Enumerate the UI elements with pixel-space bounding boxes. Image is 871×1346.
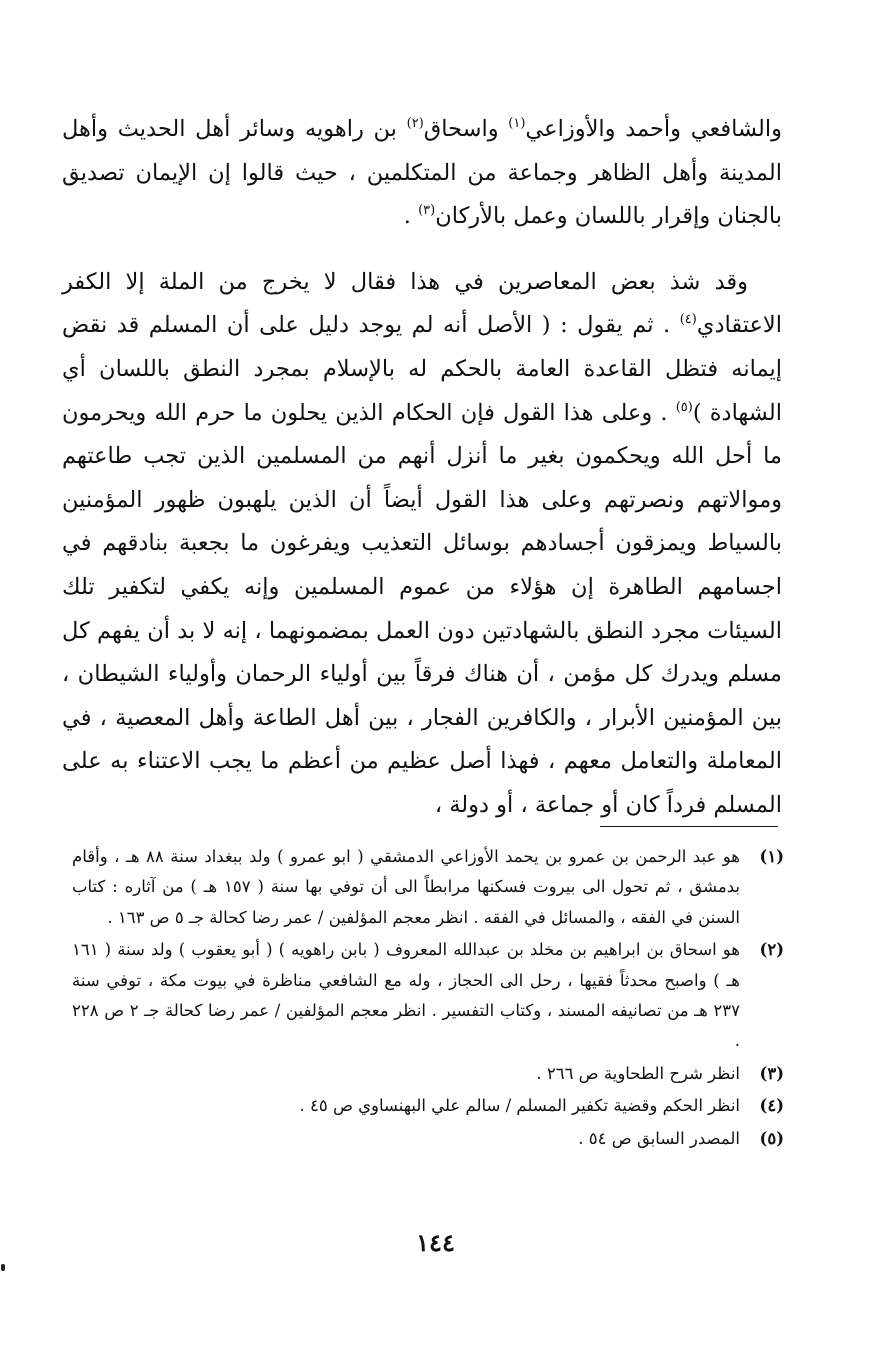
footnote-number: (٥) [759,1128,784,1148]
paragraph-1-text-3: بن راهويه وسائر أهل الحديث وأهل المدينة وأهل الظاهر وجماعة من المتكلمين ، حيث قالوا إن الإيمان تصديق بالجنان وإقرار باللسان وعمل بالأركان [62,116,782,230]
paragraph-2 [62,261,782,828]
paragraph-1-text-1: والشافعي وأحمد والأوزاعي [525,116,782,142]
footnote-2 [72,935,784,1057]
footnote-ref-3[interactable]: (٣) [418,203,436,219]
footnote-4 [72,1091,784,1121]
footnote-ref-5[interactable]: (٥) [675,399,693,415]
footnotes [72,842,784,1154]
paragraph-1-text-4: . [403,203,419,230]
footnote-5 [72,1124,784,1154]
footnote-text: انظر الحكم وقضية تكفير المسلم / سالم علي البهنساوي ص ٤٥ . [299,1096,740,1116]
scan-speck [1,1264,5,1271]
paragraph-1-text-2: واسحاق [423,116,509,142]
paragraph-2-text-1: وقد شذ بعض المعاصرين في هذا فقال لا يخرج من الملة إلا الكفر الاعتقادي [62,268,782,339]
footnote-ref-4[interactable]: (٤) [679,312,697,328]
paragraph-2-text-3: . وعلى هذا القول فإن الحكام الذين يحلون ما حرم الله ويحرمون ما أحل الله ويحكمون بغير ما أنزل أنهم من المسلمين الذين تجب طاعتهم وموالاتهم ونصرتهم وعلى هذا القول أيضاً أن الذين يلهبون ظهور المؤمنين بالسياط ويمزقون أجسادهم بوسائل التعذيب ويفرغون ما بجعبة بنادقهم في اجسامهم الطاهرة إن هؤلاء من عموم المسلمين وإنه يكفي لتكفير تلك السيئات مجرد النطق بالشهادتين دون العمل بمضمونهما ، إنه لا بد أن يفهم كل مسلم ويدرك كل مؤمن ، أن هناك فرقاً بين أولياء الرحمان وأولياء الشيطان ، بين المؤمنين الأبرار ، والكافرين الفجار ، بين أهل الطاعة وأهل المعصية ، في المعاملة والتعامل معهم ، فهذا أصل عظيم من أعظم ما يجب الاعتناء به على المسلم فرداً كان أو جماعة ، أو دولة ، [62,399,782,818]
paragraph-2-text-2: . ثم يقول : ( الأصل أنه لم يوجد دليل على أن المسلم قد نقض إيمانه فتظل القاعدة العامة بالحكم له بالإسلام بمجرد النطق باللسان أي الشهادة ) [62,312,782,426]
footnote-number: (٤) [759,1096,784,1116]
footnote-text: هو اسحاق بن ابراهيم بن مخلد بن عبدالله المعروف ( بابن راهويه ) ( أبو يعقوب ) ولد سنة ( ١٦١ هـ ) واصبح محدثاً فقيها ، رحل الى الحجاز ، وله مع الشافعي مناظرة في بيوت مكة ، توفي سنة ٢٣٧ هـ من تصانيفه المسند ، وكتاب التفسير . انظر معجم المؤلفين / عمر رضا كحالة جـ ٢ ص ٢٢٨ . [72,940,740,1051]
footnote-ref-1[interactable]: (١) [508,116,526,131]
page-number: ١٤٤ [416,1228,455,1257]
footnote-number: (٢) [759,940,784,960]
footnote-3 [72,1059,784,1089]
footnote-text: انظر شرح الطحاوية ص ٢٦٦ . [536,1063,740,1083]
footnote-ref-2[interactable]: (٢) [406,116,424,131]
footnote-1 [72,842,784,933]
footnote-separator [600,826,778,827]
main-text [62,108,782,828]
footnote-text: هو عبد الرحمن بن عمرو بن يحمد الأوزاعي الدمشقي ( ابو عمرو ) ولد ببغداد سنة ٨٨ هـ ، وأقام بدمشق ، ثم تحول الى بيروت فسكنها مرابطاً الى أن توفي بها سنة ( ١٥٧ هـ ) من آثاره : كتاب السنن في الفقه ، والمسائل في الفقه . انظر معجم المؤلفين / عمر رضا كحالة جـ ٥ ص ١٦٣ . [72,847,740,927]
footnote-number: (٣) [759,1063,784,1083]
footnote-text: المصدر السابق ص ٥٤ . [578,1128,740,1148]
footnote-number: (١) [759,847,784,866]
paragraph-1 [62,108,782,239]
